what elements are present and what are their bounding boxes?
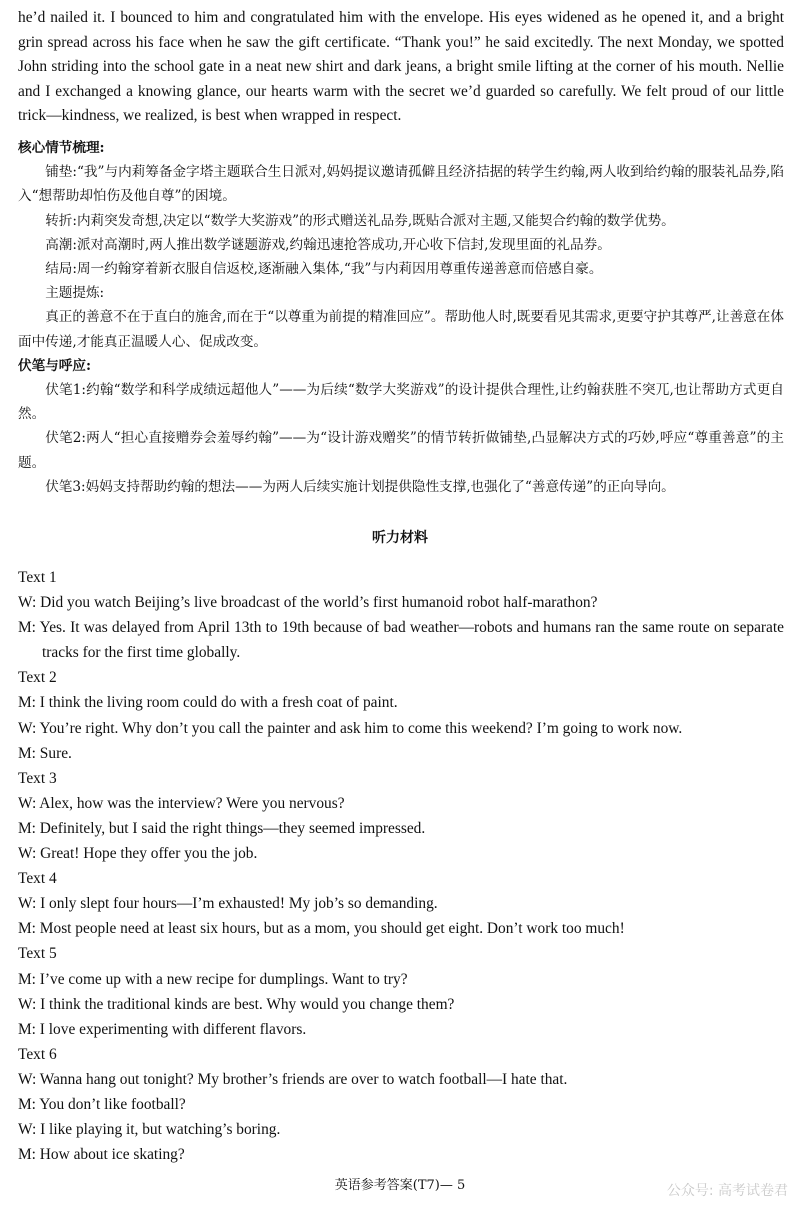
dialogue-line: W: I like playing it, but watching’s boring.: [18, 1121, 281, 1139]
foreshadowing-item-2: 伏笔2:两人“担心直接赠券会羞辱约翰”——为“设计游戏赠奖”的情节转折做铺垫,凸显解决方式的巧妙,呼应“尊重善意”的主题。: [18, 430, 784, 471]
dialogue-line: M: I’ve come up with a new recipe for dumplings. Want to try?: [18, 970, 408, 988]
dialogue-line: W: Wanna hang out tonight? My brother’s friends are over to watch football—I hate that.: [18, 1070, 568, 1088]
text-label: Text 3: [18, 769, 57, 787]
dialogue-line: W: I think the traditional kinds are best. Why would you change them?: [18, 995, 455, 1013]
plot-climax: 高潮:派对高潮时,两人推出数学谜题游戏,约翰迅速抢答成功,开心收下信封,发现里面的礼品券。: [45, 236, 611, 253]
plot-heading: 核心情节梳理:: [18, 140, 105, 156]
text-label: Text 2: [18, 669, 57, 687]
dialogue-line: M: Definitely, but I said the right things—they seemed impressed.: [18, 819, 426, 837]
text-label: Text 4: [18, 870, 57, 888]
dialogue-line: W: Alex, how was the interview? Were you nervous?: [18, 794, 345, 812]
foreshadowing-heading: 伏笔与呼应:: [18, 357, 91, 374]
analysis-section: [18, 136, 784, 499]
theme-text: 真正的善意不在于直白的施舍,而在于“以尊重为前提的精准回应”。帮助他人时,既要看见其需求,更要守护其尊严,让善意在体面中传递,才能真正温暖人心、促成改变。: [18, 309, 784, 350]
plot-ending: 结局:周一约翰穿着新衣服自信返校,逐渐融入集体,“我”与内莉因用尊重传递善意而倍感自豪。: [45, 261, 603, 278]
plot-setup: 铺垫:“我”与内莉筹备金字塔主题联合生日派对,妈妈提议邀请孤僻且经济拮据的转学生约翰,两人收到给约翰的服装礼品券,陷入“想帮助却怕伤及他自尊”的困境。: [18, 164, 784, 205]
dialogue-line: W: I only slept four hours—I’m exhausted! My job’s so demanding.: [18, 895, 438, 913]
theme-heading: 主题提炼:: [45, 285, 105, 302]
text-label: Text 6: [18, 1045, 57, 1063]
dialogue-line: M: I think the living room could do with a fresh coat of paint.: [18, 694, 398, 712]
dialogue-line: M: Sure.: [18, 744, 72, 762]
dialogue-line: W: You’re right. Why don’t you call the painter and ask him to come this weekend? I’m going to work now.: [18, 719, 683, 737]
dialogue-line: W: Great! Hope they offer you the job.: [18, 845, 258, 863]
dialogue-line: M: Most people need at least six hours, but as a mom, you should get eight. Don’t work too much!: [18, 920, 625, 938]
text-label: Text 5: [18, 945, 57, 963]
dialogue-line: W: Did you watch Beijing’s live broadcast of the world’s first humanoid robot half-marathon?: [18, 594, 598, 612]
dialogue-line: M: How about ice skating?: [18, 1146, 185, 1164]
watermark-text: 公众号: 高考试卷君: [666, 1183, 788, 1199]
foreshadowing-item-1: 伏笔1:约翰“数学和科学成绩远超他人”——为后续“数学大奖游戏”的设计提供合理性,让约翰获胜不突兀,也让帮助方式更自然。: [18, 382, 784, 423]
dialogue-line: M: Yes. It was delayed from April 13th to 19th because of bad weather—robots and humans ran the same route on separate tracks for the first time globally.: [18, 619, 784, 662]
dialogue-line: M: I love experimenting with different flavors.: [18, 1020, 307, 1038]
listening-transcript: [18, 565, 784, 1167]
dialogue-line: M: You don’t like football?: [18, 1095, 186, 1113]
foreshadowing-item-3: 伏笔3:妈妈支持帮助约翰的想法——为两人后续实施计划提供隐性支撑,也强化了“善意传递”的正向导向。: [45, 478, 675, 495]
page-footer: 英语参考答案(T7)— 5: [334, 1178, 466, 1193]
plot-turn: 转折:内莉突发奇想,决定以“数学大奖游戏”的形式赠送礼品券,既贴合派对主题,又能契合约翰的数学优势。: [45, 212, 675, 229]
story-ending-paragraph: he’d nailed it. I bounced to him and congratulated him with the envelope. His eyes widened as he opened it, and a bright grin spread across his face when he saw the gift certificate. “Thank you!” he said excitedly. The next Monday, we spotted John striding into the school gate in a neat new shirt and dark jeans, a bright smile lifting at the corner of his mouth. Nellie and I exchanged a knowing glance, our hearts warm with the secret we’d guarded so carefully. We felt proud of our little trick—kindness, we realized, is best when wrapped in respect.: [18, 9, 784, 125]
listening-title: 听力材料: [372, 530, 428, 546]
text-label: Text 1: [18, 569, 57, 586]
